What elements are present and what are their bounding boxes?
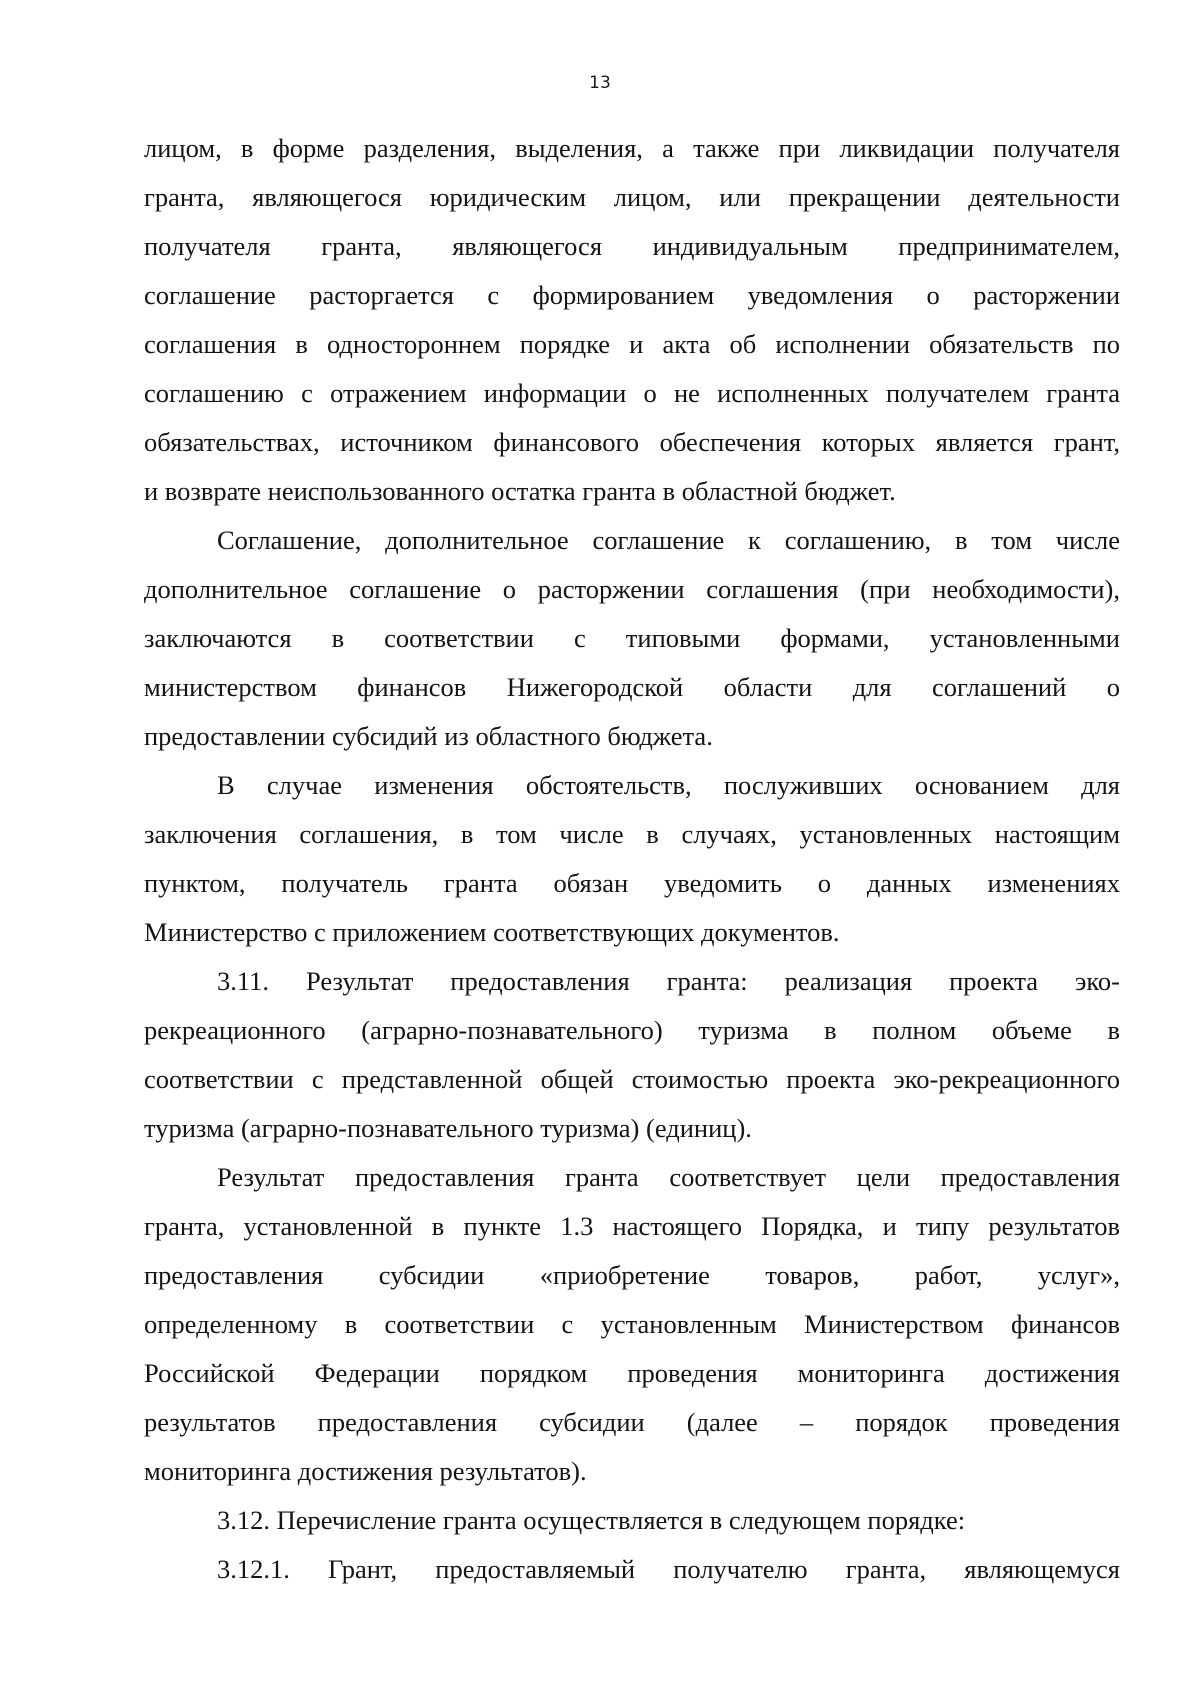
- text-line: Министерство с приложением соответствующих документов.: [144, 917, 840, 947]
- page-number: 13: [589, 73, 611, 93]
- text-line: соглашения в одностороннем порядке и акта об исполнении обязательств по: [144, 329, 1120, 359]
- text-line: 3.11. Результат предоставления гранта: реализация проекта эко-: [217, 966, 1120, 996]
- text-line: гранта, являющегося юридическим лицом, или прекращении деятельности: [144, 182, 1120, 212]
- text-line: дополнительное соглашение о расторжении соглашения (при необходимости),: [144, 574, 1120, 604]
- text-line: и возврате неиспользованного остатка гранта в областной бюджет.: [144, 476, 896, 506]
- paragraph: [144, 1496, 1120, 1545]
- text-line: получателя гранта, являющегося индивидуальным предпринимателем,: [144, 231, 1120, 261]
- text-line: соглашение расторгается с формированием уведомления о расторжении: [144, 280, 1120, 310]
- text-line: 3.12. Перечисление гранта осуществляется в следующем порядке:: [217, 1505, 966, 1535]
- text-line: Результат предоставления гранта соответствует цели предоставления: [217, 1162, 1120, 1192]
- document-body: [144, 124, 1120, 1594]
- text-line: предоставлении субсидий из областного бюджета.: [144, 721, 713, 751]
- paragraph: [144, 761, 1120, 957]
- paragraph: [144, 516, 1120, 761]
- text-line: заключаются в соответствии с типовыми формами, установленными: [144, 623, 1120, 653]
- text-line: обязательствах, источником финансового обеспечения которых является грант,: [144, 427, 1120, 457]
- text-line: соглашению с отражением информации о не исполненных получателем гранта: [144, 378, 1120, 408]
- paragraph: [144, 1545, 1120, 1594]
- text-line: туризма (аграрно-познавательного туризма) (единиц).: [144, 1113, 752, 1143]
- paragraph: [144, 1153, 1120, 1496]
- text-line: заключения соглашения, в том числе в случаях, установленных настоящим: [144, 819, 1120, 849]
- text-line: рекреационного (аграрно-познавательного) туризма в полном объеме в: [144, 1015, 1120, 1045]
- text-line: Российской Федерации порядком проведения мониторинга достижения: [144, 1358, 1120, 1388]
- text-line: лицом, в форме разделения, выделения, а также при ликвидации получателя: [144, 133, 1120, 163]
- paragraph: [144, 957, 1120, 1153]
- text-line: определенному в соответствии с установленным Министерством финансов: [144, 1309, 1120, 1339]
- text-line: гранта, установленной в пункте 1.3 настоящего Порядка, и типу результатов: [144, 1211, 1120, 1241]
- text-line: В случае изменения обстоятельств, послуживших основанием для: [217, 770, 1120, 800]
- text-line: мониторинга достижения результатов).: [144, 1456, 587, 1486]
- text-line: министерством финансов Нижегородской области для соглашений о: [144, 672, 1120, 702]
- text-line: пунктом, получатель гранта обязан уведомить о данных изменениях: [144, 868, 1120, 898]
- text-line: результатов предоставления субсидии (далее – порядок проведения: [144, 1407, 1120, 1437]
- text-line: предоставления субсидии «приобретение товаров, работ, услуг»,: [144, 1260, 1120, 1290]
- text-line: 3.12.1. Грант, предоставляемый получателю гранта, являющемуся: [217, 1554, 1120, 1584]
- text-line: соответствии с представленной общей стоимостью проекта эко-рекреационного: [144, 1064, 1120, 1094]
- text-line: Соглашение, дополнительное соглашение к соглашению, в том числе: [217, 525, 1120, 555]
- paragraph: [144, 124, 1120, 516]
